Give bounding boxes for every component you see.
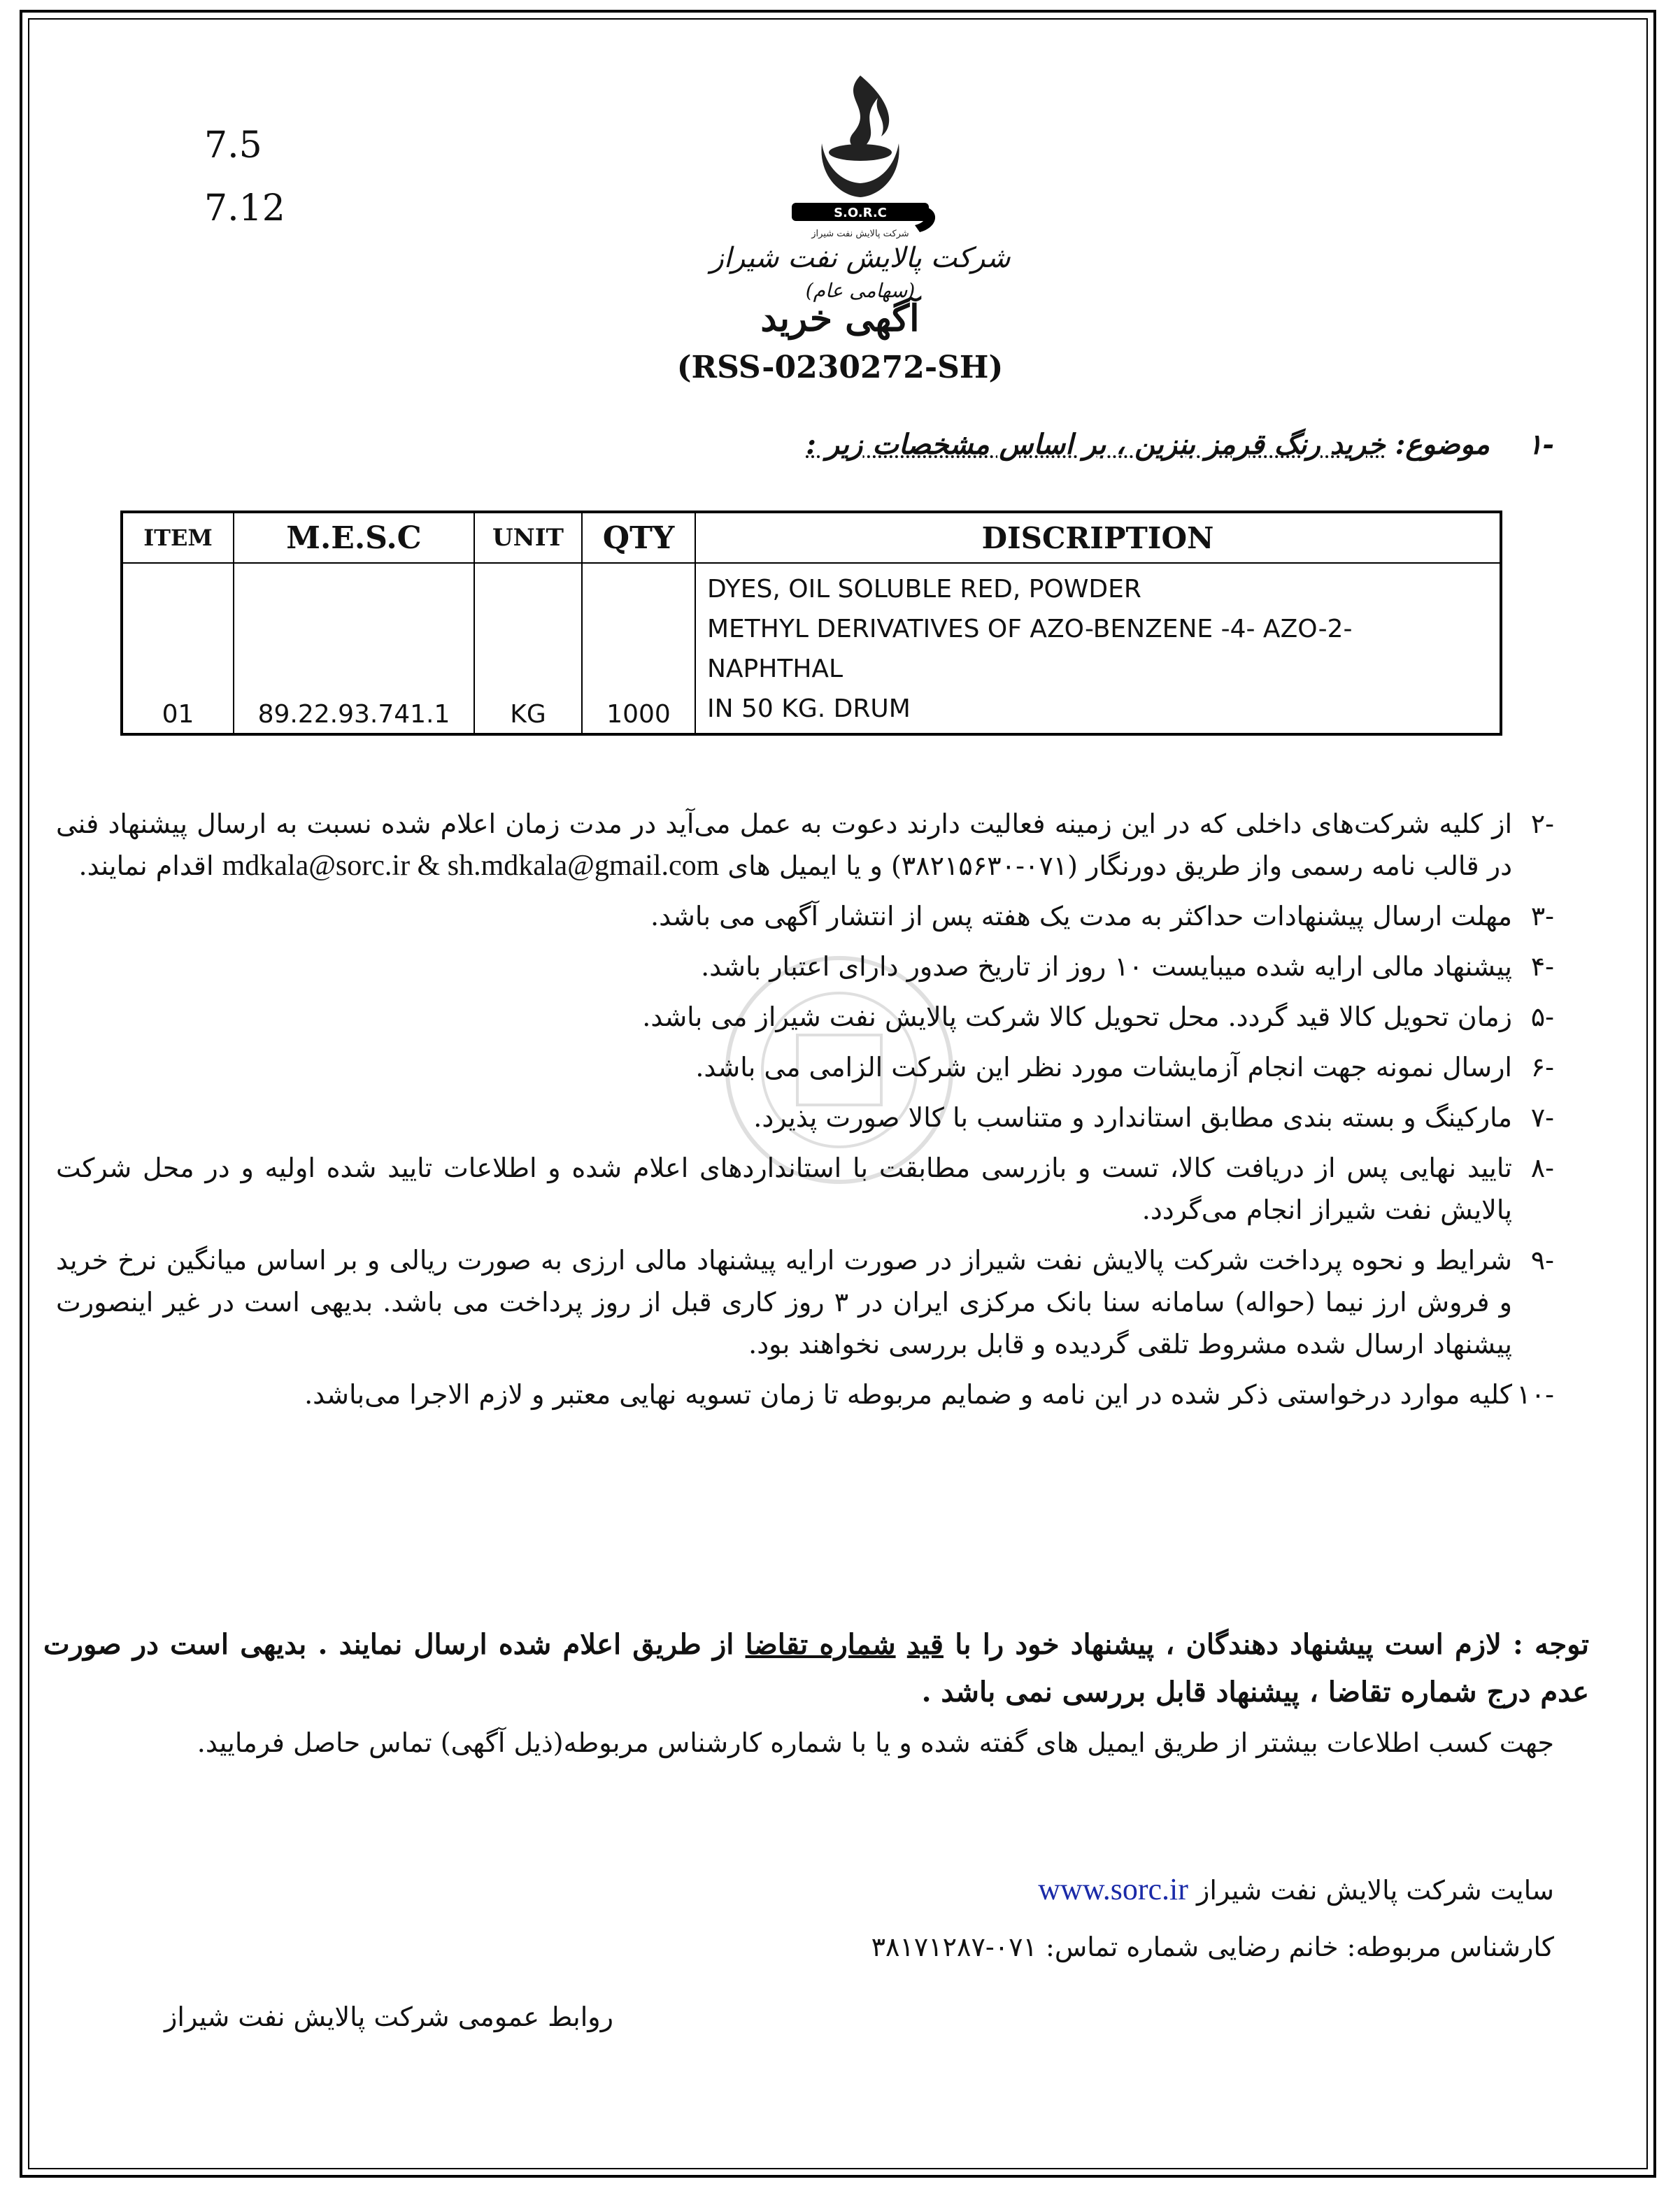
cell-unit: KG xyxy=(474,563,582,734)
notice-text: از طریق اعلام شده ارسال نمایند . بدیهی است در صورت عدم درج شماره تقاضا ، پیشنهاد قابل بررسی نمی باشد . xyxy=(43,1628,1589,1708)
logo-abbr: S.O.R.C xyxy=(834,206,887,220)
description-line: IN 50 KG. DRUM xyxy=(707,694,911,723)
subject-line xyxy=(806,428,1554,461)
notice-text: توجه : لازم است پیشنهاد دهندگان ، پیشنهاد خود را با xyxy=(955,1628,1589,1661)
notice-text-underlined: قید xyxy=(906,1628,944,1661)
col-header-item: ITEM xyxy=(122,512,234,563)
item-text: ارسال نمونه جهت انجام آزمایشات مورد نظر این شرکت الزامی می باشد. xyxy=(695,1052,1512,1083)
item-text: پیشنهاد مالی ارایه شده میبایست ۱۰ روز از تاریخ صدور دارای اعتبار باشد. xyxy=(701,951,1512,982)
version-number: 7.12 xyxy=(204,187,285,229)
page-title: آگهی خرید xyxy=(760,297,920,340)
item-text: زمان تحویل کالا قید گردد. محل تحویل کالا شرکت پالایش نفت شیراز می باشد. xyxy=(642,1001,1512,1032)
subject-text: خرید رنگ قرمز بنزین ، بر اساس مشخصات زیر : xyxy=(806,428,1386,461)
table-row xyxy=(122,563,1501,734)
item-text: از کلیه شرکت‌های داخلی که در این زمینه فعالیت دارند دعوت به عمل می‌آید در مدت زمان اعلام شده نسبت به ارسال پیشنهاد فنی در قالب نامه رسمی واز طریق دورنگار (۰۷۱-۳۸۲۱۵۶۳۰) و یا ایمیل های xyxy=(56,808,1512,881)
website-label: سایت شرکت پالایش نفت شیراز xyxy=(1197,1875,1554,1906)
list-item xyxy=(56,1147,1554,1231)
contact-line: کارشناس مربوطه: خانم رضایی شماره تماس: ۰۷۱-۳۸۱۷۱۲۸۷ xyxy=(871,1932,1554,1962)
description-line: NAPHTHAL xyxy=(707,655,843,683)
subject-label: موضوع: xyxy=(1395,428,1490,461)
cell-qty: 1000 xyxy=(582,563,695,734)
item-number: -۷ xyxy=(1530,1102,1554,1133)
list-item xyxy=(56,1239,1554,1365)
list-item xyxy=(56,1046,1554,1088)
item-text: مهلت ارسال پیشنهادات حداکثر به مدت یک هفته پس از انتشار آگهی می باشد. xyxy=(650,901,1512,932)
item-number: -۴ xyxy=(1530,951,1554,982)
public-relations-signature: روابط عمومی شرکت پالایش نفت شیراز xyxy=(164,2001,613,2032)
reference-number: (RSS-0230272-SH) xyxy=(676,350,1004,385)
col-header-qty: QTY xyxy=(582,512,695,563)
logo-small-text: شرکت پالایش نفت شیراز xyxy=(811,229,909,239)
item-number: -۱۰ xyxy=(1516,1379,1554,1410)
website-link[interactable]: www.sorc.ir xyxy=(1038,1872,1188,1906)
cell-mesc: 89.22.93.741.1 xyxy=(234,563,474,734)
specification-table xyxy=(120,511,1502,736)
logo-company-name: شرکت پالایش نفت شیراز xyxy=(710,242,1011,274)
col-header-mesc: M.E.S.C xyxy=(234,512,474,563)
item-number: -۸ xyxy=(1530,1152,1554,1183)
item-text: شرایط و نحوه پرداخت شرکت پالایش نفت شیراز در صورت ارایه پیشنهاد مالی ارزی به صورت ریالی و بر اساس میانگین نرخ خرید و فروش ارز نیما (حواله) سامانه سنا بانک مرکزی ایران در ۳ روز کاری قبل از روز پرداخت می باشد. بدیهی است در غیر اینصورت پیشنهاد ارسال شده مشروط تلقی گردیده و قابل بررسی نخواهند بود. xyxy=(56,1245,1512,1359)
item-text: اقدام نمایند. xyxy=(78,850,214,881)
item-number: -۲ xyxy=(1530,808,1554,839)
list-item xyxy=(56,1097,1554,1139)
item-text: کلیه موارد درخواستی ذکر شده در این نامه و ضمایم مربوطه تا زمان تسویه نهایی معتبر و لازم الاجرا می‌باشد. xyxy=(304,1379,1512,1410)
table-header-row xyxy=(122,512,1501,563)
list-item xyxy=(56,996,1554,1038)
list-item xyxy=(56,803,1554,887)
item-text: مارکینگ و بسته بندی مطابق استاندارد و متناسب با کالا صورت پذیرد. xyxy=(753,1102,1512,1133)
version-number: 7.5 xyxy=(204,124,262,166)
subject-number: -۱ xyxy=(1527,428,1554,461)
email-addresses[interactable]: mdkala@sorc.ir & sh.mdkala@gmail.com xyxy=(222,850,720,882)
list-item xyxy=(56,1373,1554,1415)
col-header-description: DISCRIPTION xyxy=(695,512,1501,563)
terms-list xyxy=(56,803,1554,1424)
col-header-unit: UNIT xyxy=(474,512,582,563)
cell-item: 01 xyxy=(122,563,234,734)
company-logo xyxy=(710,70,1011,308)
website-line xyxy=(1030,1871,1554,1907)
item-number: -۹ xyxy=(1530,1245,1554,1276)
item-text: تایید نهایی پس از دریافت کالا، تست و بازرسی مطابقت با استانداردهای اعلام شده و اطلاعات تایید شده اولیه و در محل شرکت پالایش نفت شیراز انجام می‌گردد. xyxy=(56,1152,1512,1225)
info-line: جهت کسب اطلاعات بیشتر از طریق ایمیل های گفته شده و یا با شماره کارشناس مربوطه(ذیل آگهی) تماس حاصل فرمایید. xyxy=(197,1727,1554,1758)
cell-description xyxy=(695,563,1501,734)
notice-paragraph xyxy=(43,1621,1589,1716)
notice-text-underlined: شماره تقاضا xyxy=(745,1628,896,1661)
item-number: -۵ xyxy=(1530,1001,1554,1032)
logo-company-type: (سهامی عام) xyxy=(805,279,916,302)
list-item xyxy=(56,945,1554,987)
item-number: -۶ xyxy=(1530,1052,1554,1083)
description-line: METHYL DERIVATIVES OF AZO-BENZENE -4- AZO-2- xyxy=(707,615,1353,643)
list-item xyxy=(56,895,1554,937)
description-line: DYES, OIL SOLUBLE RED, POWDER xyxy=(707,575,1141,604)
item-number: -۳ xyxy=(1530,901,1554,932)
